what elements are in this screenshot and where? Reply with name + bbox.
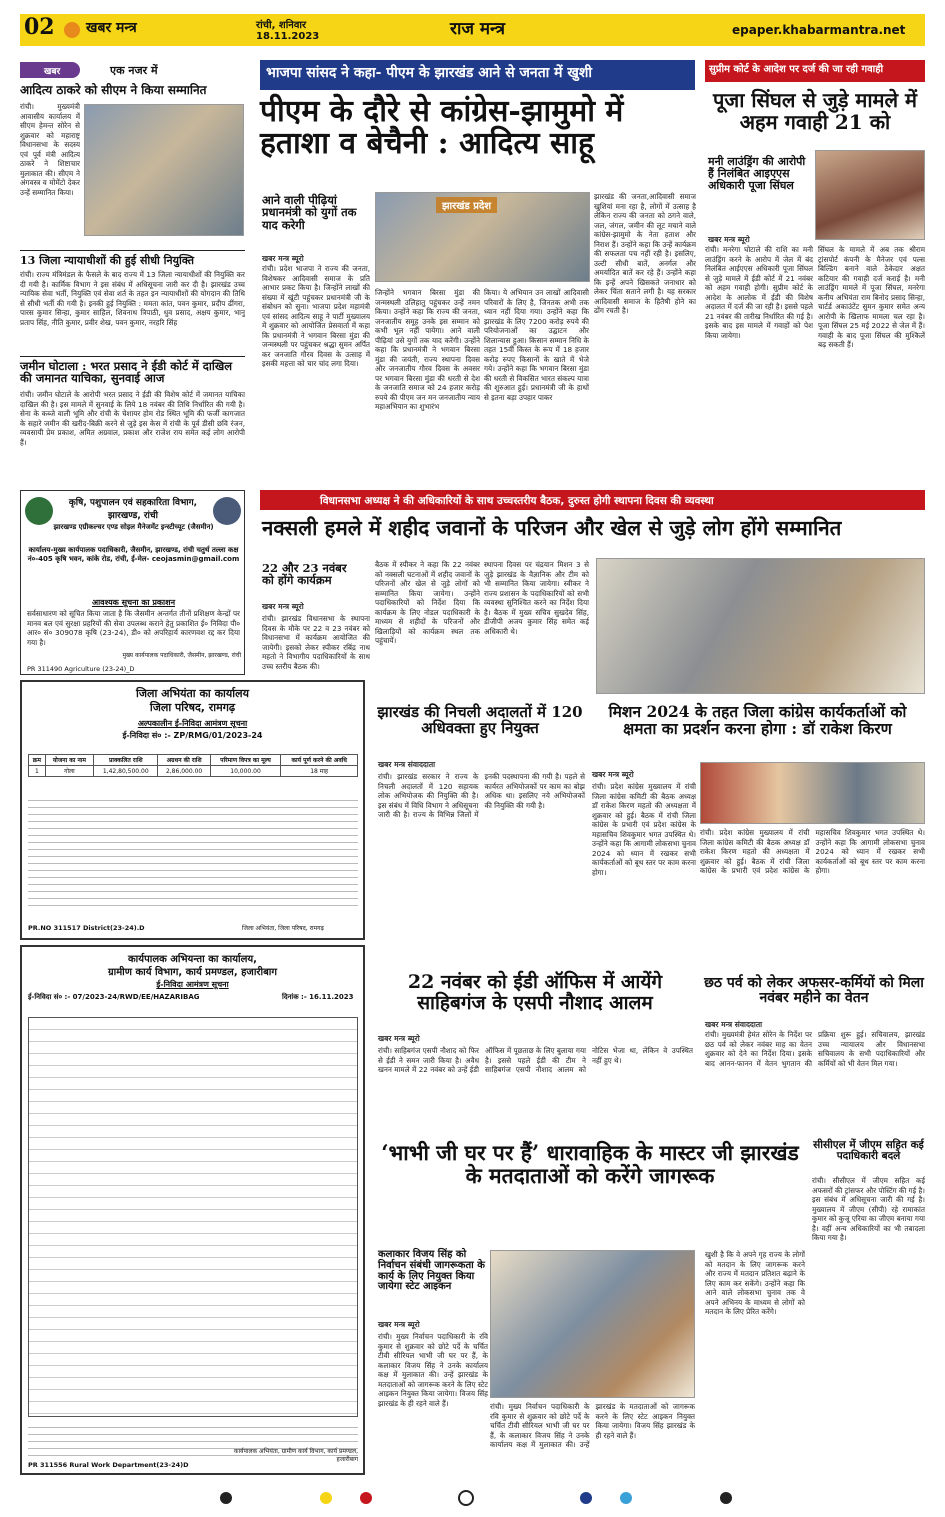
ad1-sign: मुख्य कार्यपालक पदाधिकारी, जैसमीन, झारखण्ड, रांची [122,652,241,659]
aditya-photo [84,104,244,236]
ed-sp-headline: 22 नवंबर को ईडी ऑफिस में आयेंगे साहिबगंज के एसपी नौशाद आलम [407,971,663,1014]
right-body-col2: सिंघल के मामले में अब तक श्रीराम ट्रांसपोर्ट कंपनी के मैनेजर एवं पल्स बिल्डिंग बनाने वाले ठेकेदार अक्षत कटियार की गवाही दर्ज कराई है। मनी लाउंड्रिंग मामले में पूजा सिंघल, मनरेगा कनीय अभियंता राम बिनोद प्रसाद सिन्हा, चार्टर्ड अकाउंटेंट सुमन कुमार समेत अन्य आरोपी के खिलाफ मामला चल रहा है। पूजा सिंघल 25 मई 2022 से जेल में हैं। गवाही के बाद पूजा सिंघल की मुश्किलें बढ़ सकती हैं। [818,245,925,349]
ad2-cell: 1,42,80,500.00 [94,766,158,777]
lead-subhead: आने वाली पीढ़ियां प्रधानमंत्री को युगों तक याद करेगी [262,193,357,232]
congress-photo [700,762,925,824]
right-byline: खबर मन्त्र ब्यूरो [708,235,750,244]
ad2-cell: 18 माह [281,766,358,777]
ad2-col: योजना का नाम [45,755,93,766]
congress-byline: खबर मन्त्र ब्यूरो [592,770,634,779]
ad2-notice: अल्पकालीन ई-निविदा आमंत्रण सूचना [137,719,248,728]
footer-marks [20,1490,925,1506]
tag-khabar: खबर [20,62,80,78]
ed-sp-body: रांची। साहिबगंज एसपी नौशाद को फिर से ईडी ने समन जारी किया है। अवैध खनन मामले में 22 नवंबर को उन्हें ईडी ऑफिस में पूछताछ के लिए बुलाया गया है। इससे पहले ईडी की टीम ने साहिबगंज एसपी नौशाद आलम को नोटिस भेजा था, लेकिन वे उपस्थित नहीं हुए थे। [378,1046,693,1074]
ad3-notice: ई-निविदा आमंत्रण सूचना [156,980,229,989]
bhabhi-byline: खबर मन्त्र ब्यूरो [378,1320,420,1329]
lead-kicker [260,60,695,90]
bhabhi-photo [490,1250,695,1398]
lead-body-col2: जिन्होंने भगवान बिरसा मुंडा की जन्मस्थली उलिहातु पहुंचकर उन्हें नमन किया। उन्होंने कहा कि राज्य की जनता, जनजातीय समूह उनके इस सम्मान को कभी भूल नहीं पायेगा। आने वाली पीढ़ियां उसे युगों तक याद करेंगी। उन्होंने कहा कि प्रधानमंत्री ने भगवान बिरसा मुंडा की जयंती, राज्य स्थापना दिवस और जनजातीय गौरव दिवस के अवसर पर भगवान बिरसा मुंडा की धरती से देश के जनजाति समाज को 24 हजार करोड़ रुपये की पीएम जन मन जनजातीय न्याय महाअभियान का शुभारंभ [375,288,480,411]
mid-byline: खबर मन्त्र ब्यूरो [262,602,304,611]
congress-body: रांची। प्रदेश कांग्रेस मुख्यालय में रांची जिला कांग्रेस कमिटी की बैठक अध्यक्ष डॉ राकेश किरण महतो की अध्यक्षता में शुक्रवार को हुई। बैठक में रांची जिला कांग्रेस के प्रभारी एवं प्रदेश कांग्रेस के महासचिव शिवकुमार भगत उपस्थित थे। उन्होंने कहा कि आगामी लोकसभा चुनाव 2024 को ध्यान में रखकर सभी कार्यकर्ताओं को बूथ स्तर पर काम करना होगा। [592,782,696,877]
ad3-title: कार्यपालक अभियन्ता का कार्यालय, [128,954,257,965]
registration-dot [360,1492,372,1504]
right-body-col1: रांची। मनरेगा घोटाले की राशि का मनी लाउंड्रिंग करने के आरोप में जेल में बंद निलंबित आईएएस अधिकारी पूजा सिंघल से जुड़े मामले में ईडी कोर्ट में 21 नवंबर को अहम गवाही होगी। सुप्रीम कोर्ट के आदेश के आलोक में ईडी की विशेष अदालत में दर्ज की जा रही है। इससे पहले 21 नवंबर की तारीख निर्धारित की गई है। इसके बाद इस मामले में गवाहों को पेश किया जायेगा। [705,245,813,340]
aditya-headline: आदित्य ठाकरे को सीएम ने किया सम्मानित [20,83,207,97]
ad1-sub: झारखण्ड एग्रीकल्चर एण्ड सोइल मैनेजमेंट इन्स्टीच्यूट (जैसमीन) [53,523,214,531]
registration-dot [580,1492,592,1504]
ad2-col: प्राक्कलित राशि [94,755,158,766]
right-kicker [705,60,925,82]
site-url: epaper.khabarmantra.net [732,23,906,37]
lead-photo-banner: झारखंड प्रदेश [436,197,497,213]
congress-headline: मिशन 2024 के तहत जिला कांग्रेस कार्यकर्ताओं को क्षमता का प्रदर्शन करना होगा : डॉ राकेश किरण [608,702,907,738]
mid-kicker [260,490,925,510]
mid-headline: नक्सली हमले में शहीद जवानों के परिजन और खेल से जुड़े लोग होंगे सम्मानित [262,516,842,540]
registration-dot [620,1492,632,1504]
aditya-body: रांची। मुख्यमंत्री आवासीय कार्यालय में सीएम हेमन्त सोरेन से शुक्रवार को महाराष्ट्र विधानसभा के सदस्य एवं पूर्व मंत्री आदित्य ठाकरे ने शिष्टाचार मुलाकात की। सीएम ने अंगवस्त्र व मोमेंटो देकर उन्हें सम्मानित किया। [20,102,80,197]
ad2-cell: 2,86,000.00 [158,766,210,777]
bhabhi-subhead: कलाकार विजय सिंह को निर्वाचन संबंधी जागरूकता के कार्य के लिए नियुक्त किया जायेगा स्टेट आइकन [378,1249,485,1293]
masthead-bar [20,14,925,46]
ad1-address: कार्यालय-मुख्य कार्यपालक पदाधिकारी, जैसमीन, झारखण्ड, रांची चतुर्थ तल्ला कक्ष नं०-405 कृषि भवन, कांके रोड, रांची, ई-मेल- ceojasmin@gmail.com [27,546,240,564]
ad2-ref: ई-निविदा सं० :- ZP/RMG/01/2023-24 [122,731,263,740]
ad2-col: कार्य पूर्ण करने की अवधि [281,755,358,766]
tag-ek-nazar: एक नजर में [110,64,158,77]
ad2-col: परिमाण विपत्र का मूल्य [210,755,281,766]
ccl-box [812,1140,925,1465]
courts-headline: झारखंड की निचली अदालतों में 120 अधिवक्ता हुए नियुक्त [377,703,583,738]
registration-dot [320,1492,332,1504]
divider [20,356,245,357]
mid-body-col1: रांची। झारखंड विधानसभा के स्थापना दिवस के मौके पर 22 व 23 नवंबर को विधानसभा में कार्यक्रम आयोजित की जायेगी। इसको लेकर स्पीकर रबिंद्र नाथ महतो ने विभागीय पदाधिकारियों के साथ उच्च स्तरीय बैठक की। [262,614,370,671]
judges-body: रांची। राज्य मंत्रिमंडल के फैसले के बाद राज्य में 13 जिला न्यायाधीशों की नियुक्ति कर दी गयी है। कार्मिक विभाग ने इस संबंध में अधिसूचना जारी कर दी है। झारखंड उच्च न्यायिक सेवा भर्ती, नियुक्ति एवं सेवा शर्त के तहत इन न्यायाधीशों की योगदान की तिथि से सीधी भर्ती की गयी है। इनकी हुई नियुक्ति : ममता कांत, पवन कुमार, प्रदीप ढींगरा, पारस कुमार सिन्हा, कुमार साहिल, शिवनाथ त्रिपाठी, धुव प्रसाद, अक्षय कुमार, भानु प्रताप सिंह, नीति कुमार, प्रवीर शेख, पवन कुमार, नरहरि सिंह [20,270,245,327]
section-title: राज मन्त्र [450,19,505,39]
mid-body-col3: स्थापना दिवस पर चंद्रयान मिशन 3 से जुड़े झारखंड के वैज्ञानिक और टीम को भी सम्मानित किया जायेगा। स्वीकर ने राज्य प्रशासन के पदाधिकारियों को सभी व्यवस्था सुनिश्चित करने का निर्देश दिया है। बैठक में मुख्य सचिव सुखदेव सिंह, डीजीपी अजय कुमार सिंह समेत कई अधिकारी थे। [484,560,589,636]
ad2-cell: 1 [29,766,46,777]
right-subhead: मनी लाउंड्रिंग की आरोपी हैं निलंबित आइएएस अधिकारी पूजा सिंघल [708,155,806,192]
mid-body-col2: बैठक में स्पीकर ने कहा कि 22 नवंबर को नक्सली घटनाओं में शहीद जवानों के परिजनों और खेल से जुड़े लोगों को सम्मानित किया जायेगा। उन्होंने पदाधिकारियों को निर्देश दिया कि कार्यक्रम के लिए नोडल पदाधिकारी के माध्यम से शहीदों के परिजनों और खिलाड़ियों को कार्यक्रम स्थल तक पहुंचायें। [375,560,480,645]
chhath-body: रांची। मुख्यमंत्री हेमंत सोरेन के निर्देश पर छठ पर्व को लेकर नवंबर माह का वेतन शुक्रवार को देने का निर्देश दिया। इसके बाद आनन-फानन में वेतन भुगतान की प्रक्रिया शुरू हुई। सचिवालय, झारखंड उच्च न्यायालय और विधानसभा सचिवालय के सभी पदाधिकारियों और कर्मियों को भी वेतन मिल गया। [705,1030,925,1068]
ccl-headline: सीसीएल में जीएम सहित कई पदाधिकारी बदले [813,1139,924,1163]
bhabhi-headline: ‘भाभी जी घर पर हैं’ धारावाहिक के मास्टर जी झारखंड के मतदाताओं को करेंगे जागरूक [381,1140,799,1188]
ad1-title: कृषि, पशुपालन एवं सहकारिता विभाग, झारखण्ड, रांची [68,498,198,521]
right-headline: पूजा सिंघल से जुड़े मामले में अहम गवाही 21 को [713,88,917,134]
header-date: 18.11.2023 [256,31,320,42]
judges-headline: 13 जिला न्यायाधीशों की हुई सीधी नियुक्ति [20,254,195,267]
lead-body-col3: किया। ये अभियान उन लाखों आदिवासी परिवारों के लिए है, जिनतक अभी तक ध्यान नहीं दिया गया। उन्होंने कहा कि झारखंड के लिए 7200 करोड़ रुपये की परियोजनाओं का उद्घाटन और शिलान्यास हुआ। किसान सम्मान निधि के तहत 15वीं किस्त के रूप में 18 हजार करोड़ रुपए किसानों के खाते में भेजे गये। उन्होंने कहा कि भगवान बिरसा मुंडा की धरती से विकसित भारत संकल्प यात्रा की शुरुआत हुई। प्रधानमंत्री जी के हाथों से इतना बड़ा उपहार पाकर [484,288,589,402]
page-number: 02 [24,14,55,40]
registration-dot [720,1492,732,1504]
ad3-sign: कार्यपालक अभियंता, ग्रामीण कार्य विभाग, कार्य प्रमण्डल, हजारीबाग [233,1448,358,1463]
ed-sp-byline: खबर मन्त्र ब्यूरो [378,1034,420,1043]
nazar-tag [20,60,220,78]
ad2-fineprint [28,794,358,912]
ad1-pr: PR 311490 Agriculture (23-24)_D [27,665,135,673]
bhabhi-body: रांची। मुख्य निर्वाचन पदाधिकारी के रवि कुमार से शुक्रवार को छोटे पर्दे के चर्चित टीवी सीरियल भाभी जी घर पर हैं, के कलाकार विजय सिंह ने उनके कार्यालय कक्ष में मुलाकात की। उन्हें झारखंड के मतदाताओं को जागरूक करने के लिए स्टेट आइकन नियुक्त किया जायेगा। विजय सिंह झारखंड के ही रहने वाले हैं। [378,1332,488,1408]
courts-body: रांची। झारखंड सरकार ने राज्य के निचली अदालतों में 120 सहायक लोक अभियोजक की नियुक्ति की है। इस संबंध में विधि विभाग ने अधिसूचना जारी की है। राज्य के विभिन्न जिलों में इनकी पदस्थापना की गयी है। पहले से कार्यरत अभियोजकों पर काम का बोझ अधिक था। इसलिए नये अभियोजकों की नियुक्ति की गयी है। [378,772,585,819]
brand-logo-icon [64,22,80,38]
bhabhi-body-cont: रांची। मुख्य निर्वाचन पदाधिकारी के रवि कुमार से शुक्रवार को छोटे पर्दे के चर्चित टीवी सीरियल भाभी जी घर पर हैं, के कलाकार विजय सिंह ने उनके कार्यालय कक्ष में मुलाकात की। उन्हें झारखंड के मतदाताओं को जागरूक करने के लिए स्टेट आइकन नियुक्त किया जायेगा। विजय सिंह झारखंड के ही रहने वाले हैं। [490,1402,695,1449]
ad3-table [28,1017,358,1417]
jharkhand-seal-icon [213,497,241,525]
courts-byline: खबर मन्त्र संवाददाता [378,760,436,769]
ad2-cell: 10,000.00 [210,766,281,777]
ccl-body: रांची। सीसीएल में जीएम सहित कई अफसरों की ट्रांसफर और पोस्टिंग की गई है। इस संबंध में अधिसूचना जारी की गई है। मुख्यालय में जीएम (सीपी) रहे रामाकांत कुमार को कुजू एरिया का जीएम बनाया गया है। वहीं अन्य अधिकारियों का भी तबादला किया गया है। [812,1176,925,1242]
pooja-photo [815,150,925,240]
header-city: रांची, शनिवार [256,20,307,31]
lead-headline: पीएम के दौरे से कांग्रेस-झामुमो में हताशा व बेचैनी : आदित्य साहू [260,94,624,162]
ad3-date: दिनांक :- 16.11.2023 [282,993,354,1001]
chhath-headline: छठ पर्व को लेकर अफसर-कर्मियों को मिला नवंबर महीने का वेतन [704,975,924,1007]
lead-photo [375,192,590,282]
brand-name: खबर मन्त्र [86,20,137,36]
ad2-pr: PR.NO 311517 District(23-24).D [28,924,145,932]
ad2-cell: गोला [45,766,93,777]
ad3-sub: ग्रामीण कार्य विभाग, कार्य प्रमण्डल, हजारीबाग [107,967,278,978]
lead-body-col4: झारखंड की जनता,आदिवासी समाज खुशियां मना रहा है, लोगों में उत्साह है लेकिन राज्य की जनता को ठगने वाले, जल, जंगल, जमीन की लूट मचाने वाले कांग्रेस-झामुमो के नेता हताश और निराश हैं। उन्होंने कहा कि उन्हें कार्यक्रम की सफलता पच नहीं रही है। इसलिए, उल्टी सीधी बातें, अनर्गल और अमर्यादित बातें कर रहे हैं। उन्होंने कहा कि इन्हें अपने खिसकते जनाधार को लेकर चिंता सताने लगी है। यह सरकार आदिवासी समाज के हितैषी होने का ढोंग रचती है। [594,192,696,315]
ad2-table [28,754,358,777]
mid-subhead: 22 और 23 नवंबर को होंगे कार्यक्रम [262,561,347,588]
congress-body-cont: रांची। प्रदेश कांग्रेस मुख्यालय में रांची जिला कांग्रेस कमिटी की बैठक अध्यक्ष डॉ राकेश किरण महतो की अध्यक्षता में शुक्रवार को हुई। बैठक में रांची जिला कांग्रेस के प्रभारी एवं प्रदेश कांग्रेस के महासचिव शिवकुमार भगत उपस्थित थे। उन्होंने कहा कि आगामी लोकसभा चुनाव 2024 को ध्यान में रखकर सभी कार्यकर्ताओं को बूथ स्तर पर काम करना होगा। [700,828,925,875]
divider [20,250,245,251]
lead-body-col1: रांची। प्रदेश भाजपा ने राज्य की जनता, विशेषकर आदिवासी समाज के प्रति आभार प्रकट किया है। जिन्होंने लाखों की संख्या में खूंटी पहुंचकर प्रधानमंत्री जी के संबोधन को सुना। भाजपा प्रदेश महामंत्री एवं सांसद आदित्य साहू ने पार्टी मुख्यालय में शुक्रवार को आयोजित प्रेसवार्ता में कहा कि प्रधानमंत्री ने भगवान बिरसा मुंडा की जन्मस्थली पर पहुंचकर श्रद्धा सुमन अर्पित कर जनजाति गौरव दिवस के उत्साह में इसकी महत्ता को चार चांद लगा दिया। [262,264,370,368]
ad2-title: जिला अभियंता का कार्यालय [136,687,249,700]
ad2-col: क्रम [29,755,46,766]
ed-body: रांची। जमीन घोटाले के आरोपी भरत प्रसाद ने ईडी की विशेष कोर्ट में जमानत याचिका दाखिल की है। इस मामले में सुनवाई के लिये 18 नवंबर की तिथि निर्धारित की गयी है। सेना के कब्जे वाली भूमि और रांची के चेशायर होम रोड स्थित भूमि की फर्जी कागजात के सहारे जमीन की खरीद-बिक्री करने से जुड़े इस केस में रांची के पूर्व डीसी छवि रंजन, व्यवसायी प्रेम प्रकाश, अमित अग्रवाल, प्रकाश और राजेश राय समेत कई लोग आरोपी हैं। [20,390,245,447]
chhath-byline: खबर मन्त्र संवाददाता [705,1020,763,1029]
jasmin-logo-icon [25,497,53,525]
ad1-body: सर्वसाधारण को सूचित किया जाता है कि जैसमीन अन्तर्गत तीनों प्रशिक्षण केन्द्रों पर मानव बल एवं सुरक्षा प्रहरियों की सेवा उपलब्ध कराने हेतु प्रकाशित ई० निविदा पी० आर० सं० 309078 कृषि (23-24), डी० को अपरिहार्य कारणवश रद्द कर दिया गया है। [27,609,240,647]
registration-target-icon [458,1490,474,1506]
ad2-col: अग्रधन की राशि [158,755,210,766]
ad3-ref: ई-निविदा सं० :- 07/2023-24/RWD/EE/HAZARIBAG [28,993,200,1001]
ad1-notice: आवश्यक सूचना का प्रकाशन [91,598,176,607]
ad-zila-parishad [20,680,365,940]
ad2-sub: जिला परिषद, रामगढ़ [149,701,236,714]
registration-dot [220,1492,232,1504]
left-column [20,60,245,485]
mid-kicker-text: विधानसभा अध्यक्ष ने की अधिकारियों के साथ उच्चस्तरीय बैठक, दुरुस्त होगी स्थापना दिवस की व्यवस्था [320,495,714,507]
ad3-pr: PR 311556 Rural Work Department(23-24)D [28,1461,189,1469]
ad2-sign: जिला अभियंता, जिला परिषद, रामगढ़ [242,925,324,932]
ad-rural-work [20,945,365,1475]
bhabhi-body2: खुशी है कि वे अपने गृह राज्य के लोगों को मतदान के लिए जागरूक करने और राज्य में मतदान प्रतिशत बढ़ाने के लिए काम कर सकेंगे। उन्होंने कहा कि आने वाले लोकसभा चुनाव तक वे अपने अभिनय के माध्यम से लोगों को मतदान के लिए प्रेरित करेंगे। [705,1250,805,1316]
lead-byline: खबर मन्त्र ब्यूरो [262,254,304,263]
lead-kicker-text: भाजपा सांसद ने कहा- पीएम के झारखंड आने से जनता में खुशी [266,65,593,81]
ad-agriculture [20,490,245,675]
ed-headline: जमीन घोटाला : भरत प्रसाद ने ईडी कोर्ट में दाखिल की जमानत याचिका, सुनवाई आज [20,359,233,386]
right-kicker-text: सुप्रीम कोर्ट के आदेश पर दर्ज की जा रही गवाही [709,64,884,75]
mid-photo [596,558,925,694]
